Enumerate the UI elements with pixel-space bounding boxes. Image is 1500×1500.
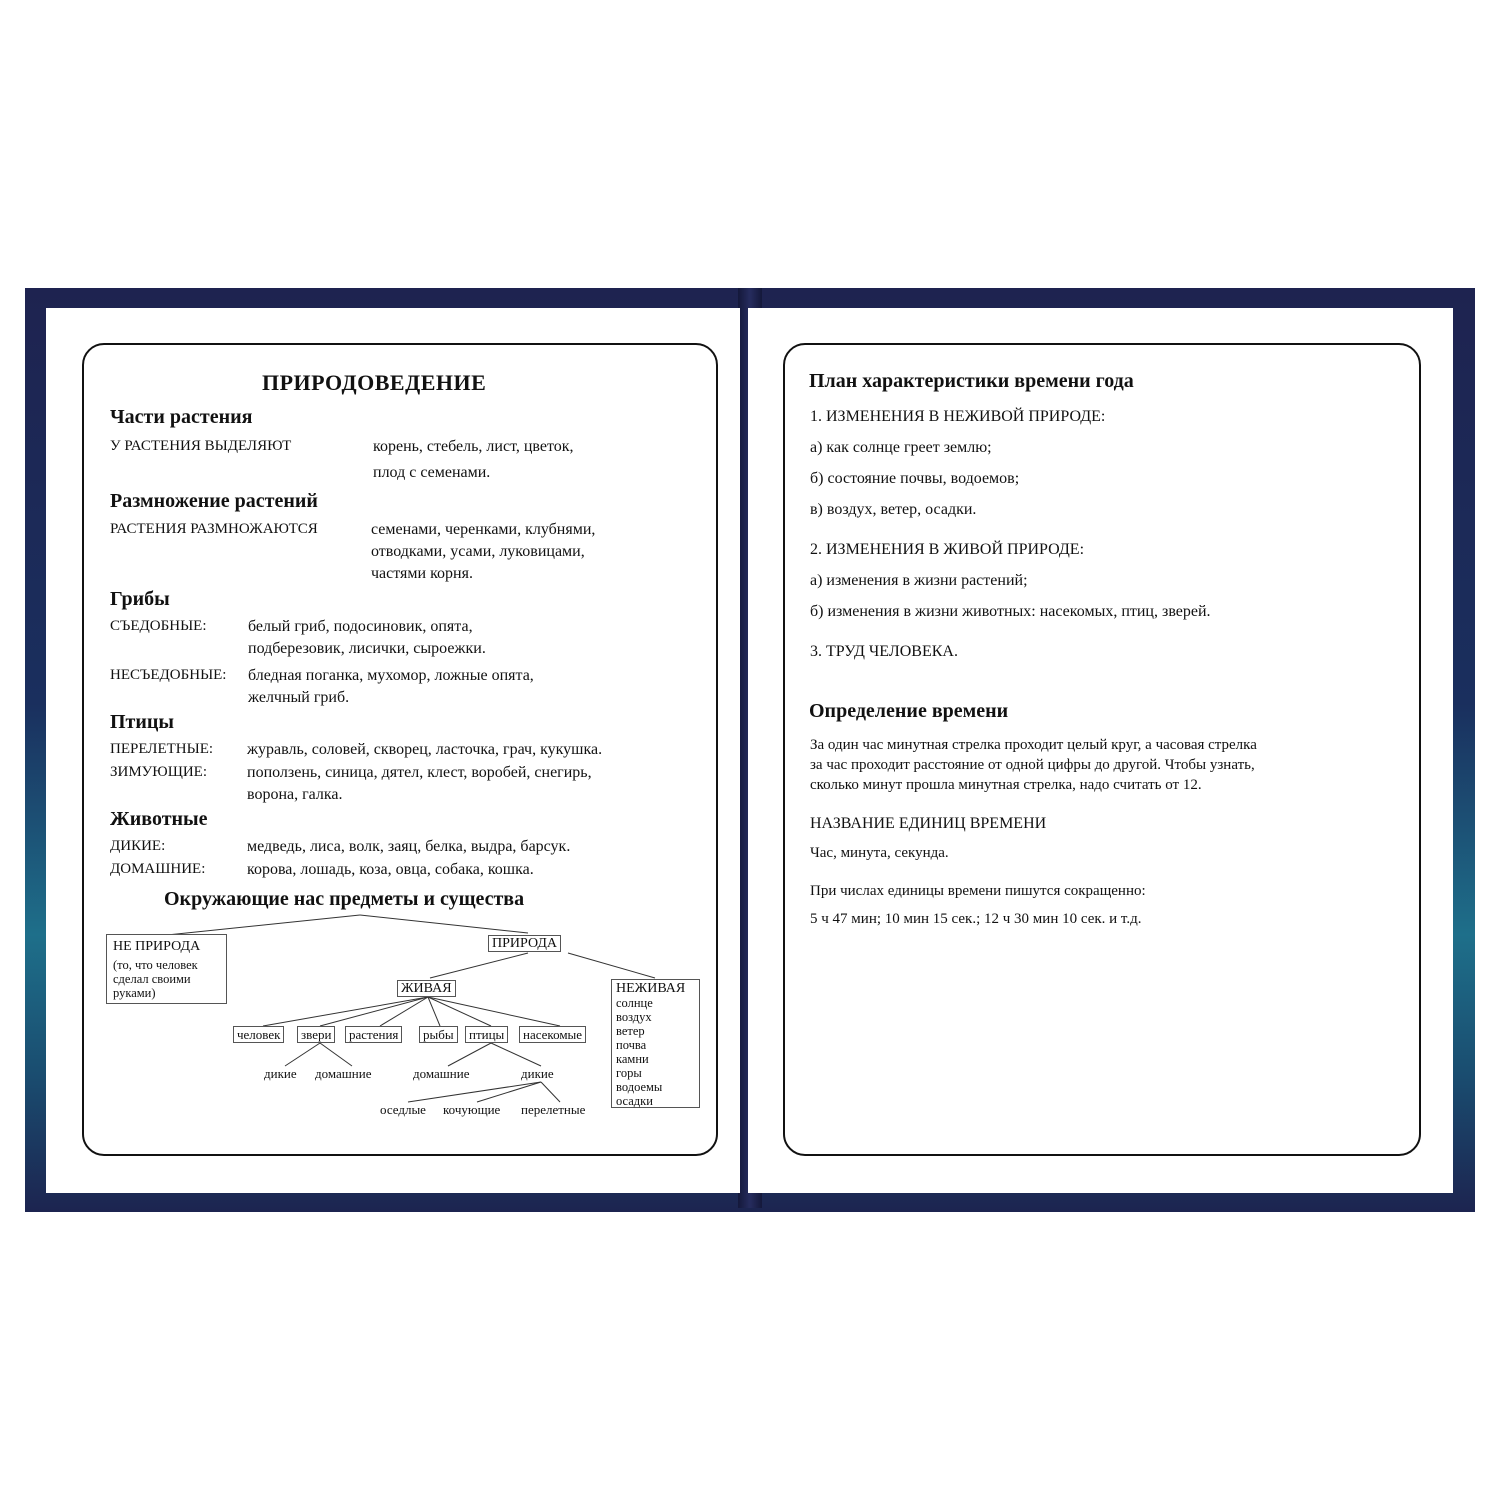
plant-parts-line-2: плод с семенами. bbox=[373, 464, 491, 481]
not-nature-note-1: (то, что человек bbox=[113, 958, 198, 972]
reproduction-label: РАСТЕНИЯ РАЗМНОЖАЮТСЯ bbox=[110, 521, 318, 537]
wild-label: ДИКИЕ: bbox=[110, 838, 166, 854]
nature-node: ПРИРОДА bbox=[488, 935, 561, 952]
living-item-fish: рыбы bbox=[419, 1026, 458, 1043]
time-units: Час, минута, секунда. bbox=[810, 845, 949, 861]
migratory-line: журавль, соловей, скворец, ласточка, грач, кукушка. bbox=[247, 741, 603, 758]
inedible-label: НЕСЪЕДОБНЫЕ: bbox=[110, 667, 227, 683]
wintering-line-1: поползень, синица, дятел, клест, воробей, снегирь, bbox=[247, 764, 592, 781]
season-plan-item-1a: а) как солнце греет землю; bbox=[810, 439, 992, 456]
time-units-heading: НАЗВАНИЕ ЕДИНИЦ ВРЕМЕНИ bbox=[810, 815, 1047, 832]
time-heading: Определение времени bbox=[809, 700, 1009, 722]
not-nature-box bbox=[106, 934, 227, 1004]
plant-parts-heading: Части растения bbox=[110, 406, 253, 428]
nonliving-label: НЕЖИВАЯ bbox=[616, 981, 686, 996]
time-abbr-example: 5 ч 47 мин; 10 мин 15 сек.; 12 ч 30 мин 10 сек. и т.д. bbox=[810, 911, 1142, 927]
living-node: ЖИВАЯ bbox=[397, 980, 456, 997]
living-item-insects: насекомые bbox=[519, 1026, 586, 1043]
animals-heading: Животные bbox=[110, 808, 208, 830]
wild-line: медведь, лиса, волк, заяц, белка, выдра, барсук. bbox=[247, 838, 571, 855]
living-item-birds: птицы bbox=[465, 1026, 508, 1043]
season-plan-item-3: 3. ТРУД ЧЕЛОВЕКА. bbox=[810, 643, 958, 660]
living-item-beasts: звери bbox=[297, 1026, 335, 1043]
domestic-label: ДОМАШНИЕ: bbox=[110, 861, 206, 877]
edible-line-1: белый гриб, подосиновик, опята, bbox=[248, 618, 473, 635]
reproduction-line-2: отводками, усами, луковицами, bbox=[371, 543, 585, 560]
season-plan-heading: План характеристики времени года bbox=[809, 370, 1134, 392]
reproduction-heading: Размножение растений bbox=[110, 490, 318, 512]
time-paragraph-line-1: За один час минутная стрелка проходит целый круг, а часовая стрелка bbox=[810, 737, 1257, 753]
wild-birds-nomadic: кочующие bbox=[443, 1102, 501, 1117]
wintering-label: ЗИМУЮЩИЕ: bbox=[110, 764, 208, 780]
wild-birds-migratory: перелетные bbox=[521, 1102, 586, 1117]
wild-birds-sedentary: оседлые bbox=[380, 1102, 426, 1117]
page-title: ПРИРОДОВЕДЕНИЕ bbox=[262, 370, 487, 395]
season-plan-item-1b: б) состояние почвы, водоемов; bbox=[810, 470, 1020, 487]
diagram-heading: Окружающие нас предметы и существа bbox=[164, 888, 525, 910]
nonliving-item: ветер bbox=[616, 1024, 645, 1038]
plant-parts-line-1: корень, стебель, лист, цветок, bbox=[373, 438, 574, 455]
nonliving-item: горы bbox=[616, 1066, 642, 1080]
nonliving-item: водоемы bbox=[616, 1080, 663, 1094]
beasts-domestic: домашние bbox=[315, 1066, 372, 1081]
birds-domestic: домашние bbox=[413, 1066, 470, 1081]
migratory-label: ПЕРЕЛЕТНЫЕ: bbox=[110, 741, 214, 757]
reproduction-line-1: семенами, черенками, клубнями, bbox=[371, 521, 596, 538]
nonliving-item: камни bbox=[616, 1052, 649, 1066]
wintering-line-2: ворона, галка. bbox=[247, 786, 343, 803]
time-paragraph-line-2: за час проходит расстояние от одной цифры до другой. Чтобы узнать, bbox=[810, 757, 1255, 773]
birds-wild: дикие bbox=[521, 1066, 554, 1081]
nonliving-item: осадки bbox=[616, 1094, 653, 1108]
nonliving-item: почва bbox=[616, 1038, 647, 1052]
edible-label: СЪЕДОБНЫЕ: bbox=[110, 618, 207, 634]
birds-heading: Птицы bbox=[110, 711, 175, 733]
season-plan-item-1c: в) воздух, ветер, осадки. bbox=[810, 501, 977, 518]
not-nature-label: НЕ ПРИРОДА bbox=[113, 939, 201, 954]
nonliving-item: солнце bbox=[616, 996, 653, 1010]
nonliving-item: воздух bbox=[616, 1010, 652, 1024]
reproduction-line-3: частями корня. bbox=[371, 565, 473, 582]
time-paragraph-line-3: сколько минут прошла минутная стрелка, надо считать от 12. bbox=[810, 777, 1202, 793]
season-plan-item-2b: б) изменения в жизни животных: насекомых, птиц, зверей. bbox=[810, 603, 1211, 620]
beasts-wild: дикие bbox=[264, 1066, 297, 1081]
nonliving-box bbox=[611, 979, 700, 1108]
mushrooms-heading: Грибы bbox=[110, 588, 170, 610]
living-item-human: человек bbox=[233, 1026, 284, 1043]
season-plan-item-1: 1. ИЗМЕНЕНИЯ В НЕЖИВОЙ ПРИРОДЕ: bbox=[810, 408, 1106, 425]
plant-parts-label: У РАСТЕНИЯ ВЫДЕЛЯЮТ bbox=[110, 438, 292, 454]
not-nature-note-3: руками) bbox=[113, 986, 156, 1000]
not-nature-note-2: сделал своими bbox=[113, 972, 191, 986]
edible-line-2: подберезовик, лисички, сыроежки. bbox=[248, 640, 486, 657]
inedible-line-2: желчный гриб. bbox=[248, 689, 350, 706]
domestic-line: корова, лошадь, коза, овца, собака, кошка. bbox=[247, 861, 534, 878]
inedible-line-1: бледная поганка, мухомор, ложные опята, bbox=[248, 667, 534, 684]
season-plan-item-2a: а) изменения в жизни растений; bbox=[810, 572, 1028, 589]
season-plan-item-2: 2. ИЗМЕНЕНИЯ В ЖИВОЙ ПРИРОДЕ: bbox=[810, 541, 1085, 558]
time-abbr-note: При числах единицы времени пишутся сокращенно: bbox=[810, 883, 1146, 899]
living-item-plants: растения bbox=[345, 1026, 402, 1043]
